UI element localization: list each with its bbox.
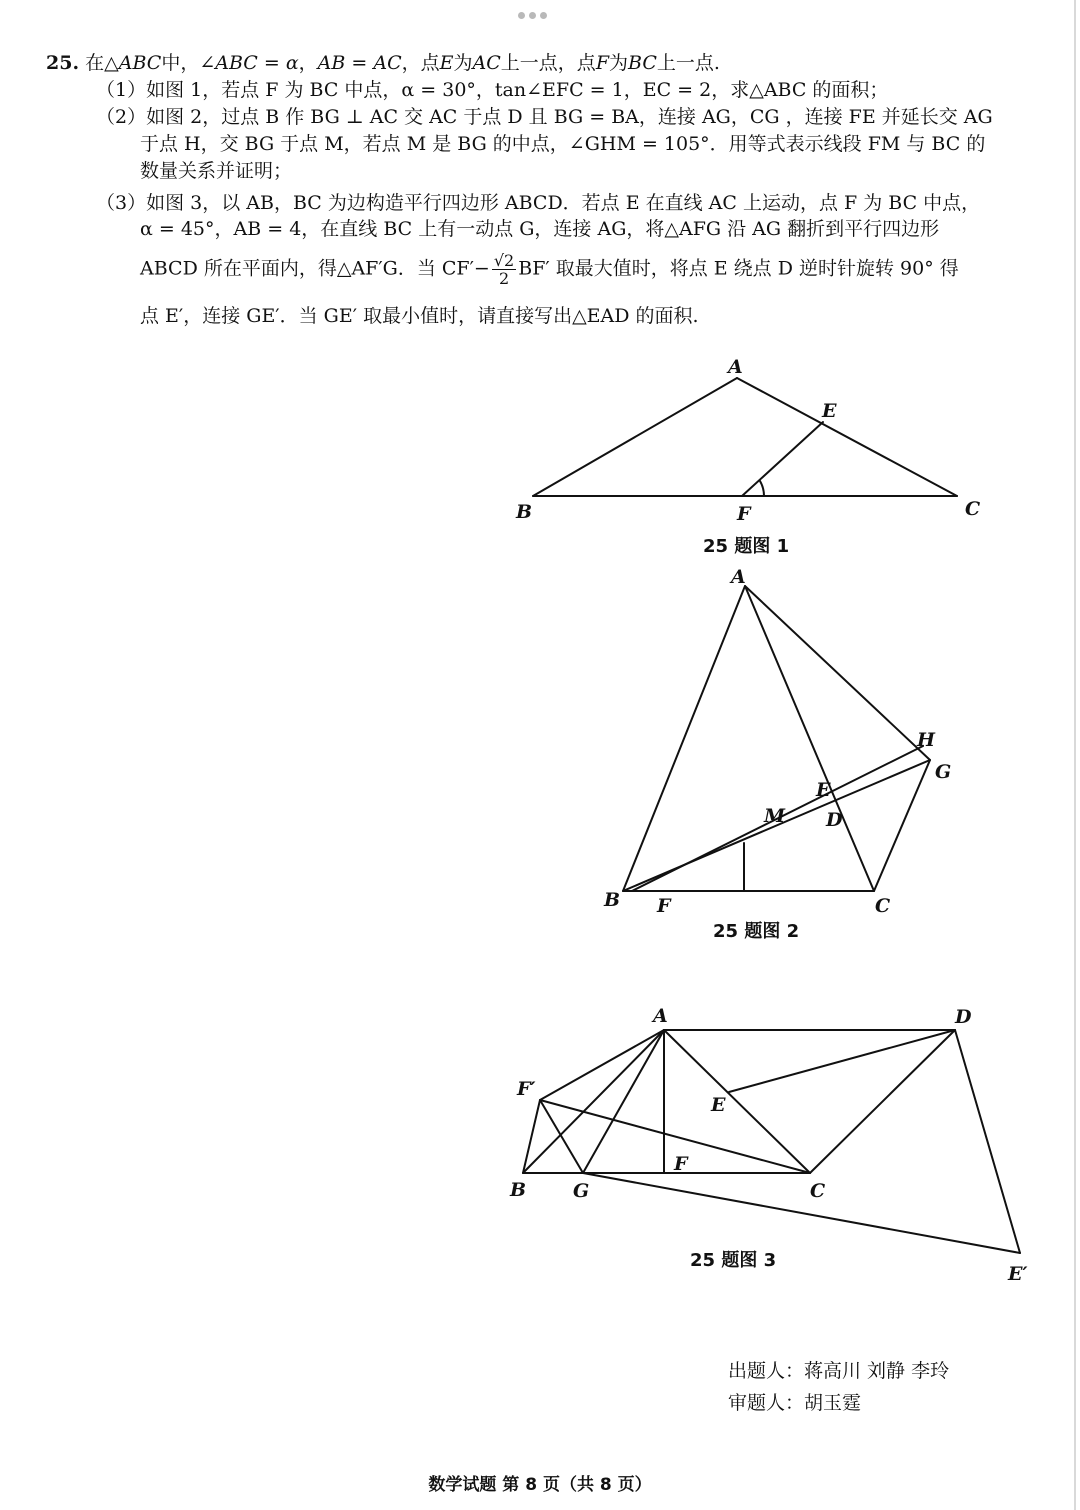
angle-mark-EFC	[760, 481, 764, 496]
intro-math: BC	[628, 52, 657, 74]
reviewer-name: 胡玉霆	[804, 1392, 862, 1414]
label-B: B	[510, 1179, 527, 1201]
label-D: D	[955, 1006, 972, 1028]
segment-F2B	[523, 1100, 540, 1173]
part3-line3-b: BF′ 取最大值时，将点 E 绕点 D 逆时针旋转 90° 得	[518, 257, 959, 280]
part3-line4: 点 E′，连接 GE′．当 GE′ 取最小值时，请直接写出△EAD 的面积.	[140, 305, 699, 327]
label-F-prime: F′	[517, 1078, 536, 1100]
label-B: B	[516, 501, 533, 523]
fraction-numerator: √2	[493, 251, 515, 270]
intro-text: 为	[609, 52, 629, 74]
intro-text: 为	[453, 52, 473, 74]
figure-1	[515, 356, 980, 557]
label-G: G	[935, 761, 952, 783]
figure-2-caption: 25 题图 2	[713, 921, 800, 942]
part1-text: （1）如图 1，若点 F 为 BC 中点，α = 30°，tan∠EFC = 1，EC = 2，求△ABC 的面积；	[96, 79, 889, 101]
reviewer-credit	[728, 1388, 861, 1415]
figure-2	[603, 566, 951, 942]
problem-number: 25.	[46, 52, 80, 74]
intro-text: ，点	[401, 52, 440, 74]
part3-line3-a: ABCD 所在平面内，得△AF′G．当 CF′−	[140, 257, 490, 280]
page-footer: 数学试题 第 8 页（共 8 页）	[428, 1475, 652, 1495]
segment-F2G	[540, 1100, 583, 1173]
label-A: A	[728, 356, 743, 378]
author-names: 蒋高川 刘静 李玲	[804, 1360, 950, 1382]
label-E: E	[822, 400, 837, 422]
intro-text: 上一点.	[656, 52, 720, 74]
label-E: E	[711, 1094, 726, 1116]
intro-math: ABC	[118, 52, 162, 74]
intro-math: F	[595, 52, 609, 74]
segment-AC	[664, 1030, 810, 1173]
part2-line1: （2）如图 2，过点 B 作 BG ⊥ AC 交 AC 于点 D 且 BG = BA，连接 AG，CG ，连接 FE 并延长交 AG	[96, 106, 993, 128]
label-H: H	[917, 729, 935, 751]
author-label: 出题人：	[728, 1360, 805, 1382]
label-E: E	[816, 779, 831, 801]
figure-3	[509, 1005, 1028, 1285]
figure-1-caption: 25 题图 1	[703, 536, 790, 557]
label-A: A	[653, 1005, 668, 1027]
segment-AB	[623, 586, 745, 891]
label-C: C	[875, 895, 891, 917]
label-M: M	[764, 805, 786, 827]
segment-GE2	[583, 1173, 1020, 1253]
fraction-denominator: 2	[498, 269, 510, 288]
segment-AB	[533, 378, 737, 496]
intro-math: E	[439, 52, 454, 74]
segment-CD	[810, 1030, 955, 1173]
intro-text: =	[257, 52, 286, 74]
segment-AC	[737, 378, 957, 496]
segment-ED	[729, 1030, 955, 1092]
label-B: B	[604, 889, 621, 911]
segment-FE	[742, 422, 823, 496]
part3-line2: α = 45°，AB = 4，在直线 BC 上有一动点 G，连接 AG，将△AFG 沿 AG 翻折到平行四边形	[140, 218, 940, 240]
part2-line3: 数量关系并证明；	[140, 160, 293, 182]
segment-AG	[745, 586, 930, 760]
part3-line1: （3）如图 3，以 AB，BC 为边构造平行四边形 ABCD．若点 E 在直线 AC 上运动，点 F 为 BC 中点，	[96, 192, 981, 214]
label-A: A	[731, 566, 746, 588]
intro-math: ABC	[215, 52, 258, 74]
label-D: D	[826, 809, 843, 831]
author-credit	[728, 1356, 949, 1383]
intro-math: AB = AC	[317, 52, 402, 74]
figure-3-caption: 25 题图 3	[690, 1250, 777, 1271]
label-C: C	[810, 1180, 826, 1202]
label-E-prime: E′	[1008, 1263, 1028, 1285]
label-F: F	[657, 895, 671, 917]
segment-AF2	[540, 1030, 664, 1100]
intro-math: α	[285, 52, 299, 74]
intro-text: 中，∠	[161, 52, 216, 74]
intro-text: 上一点，点	[500, 52, 596, 74]
intro-text: ，	[298, 52, 318, 74]
intro-math: AC	[472, 52, 501, 74]
label-F: F	[737, 503, 751, 525]
label-F: F	[674, 1153, 688, 1175]
label-G: G	[573, 1180, 590, 1202]
reviewer-label: 审题人：	[728, 1392, 805, 1414]
segment-AG	[583, 1030, 664, 1173]
label-C: C	[965, 498, 981, 520]
part2-line2: 于点 H，交 BG 于点 M，若点 M 是 BG 的中点，∠GHM = 105°．用等式表示线段 FM 与 BC 的	[140, 133, 986, 155]
segment-DE2	[955, 1030, 1020, 1253]
intro-text: 在△	[85, 52, 119, 74]
segment-AC	[745, 586, 874, 891]
